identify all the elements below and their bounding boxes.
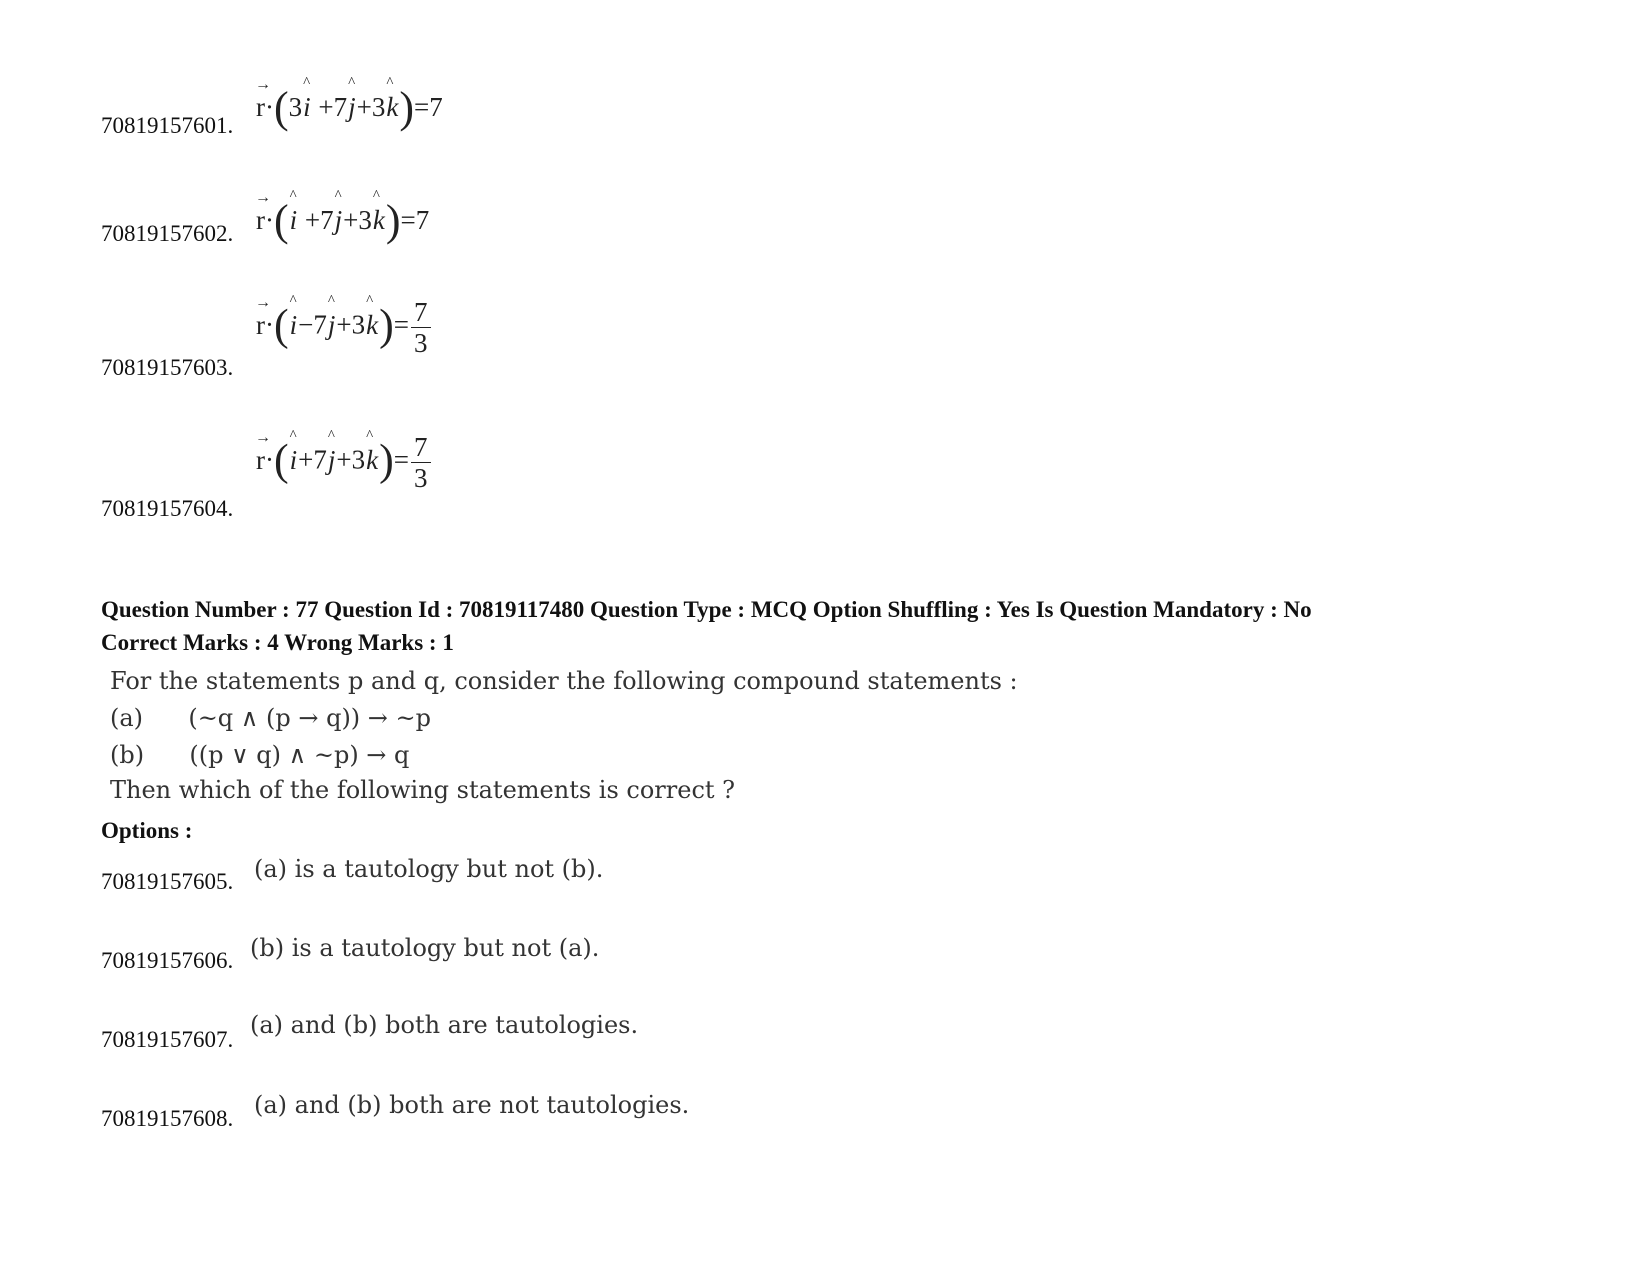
equation: → r·( ^ i−7 ^ j+3 ^ k)= $\frac{7}{3}$ <box>256 297 431 358</box>
equation: → r·( ^ i +7 ^ j+3 ^ k)=7 <box>255 188 430 245</box>
option-text: (a) and (b) both are tautologies. <box>250 1011 639 1039</box>
question-stem-question: Then which of the following statements is correct ? <box>110 776 736 804</box>
statement-b <box>110 741 409 769</box>
option-id: 70819157607. <box>101 1027 234 1052</box>
statement-a <box>110 704 431 732</box>
option-text: (b) is a tautology but not (a). <box>250 934 600 962</box>
equation: → r·(3 ^ i +7 ^ j+3 ^ k)=7 <box>255 75 443 132</box>
option-text: (a) is a tautology but not (b). <box>254 855 604 883</box>
question-header-line1: Question Number : 77 Question Id : 70819117480 Question Type : MCQ Option Shuffling : Yes Is Question Mandatory : No <box>101 597 1312 622</box>
statement-b-label: (b) <box>110 741 145 769</box>
statement-b-text: ((p ∨ q) ∧ ~p) → q <box>189 741 410 769</box>
question-header-line2: Correct Marks : 4 Wrong Marks : 1 <box>101 630 454 655</box>
options-label: Options : <box>101 818 193 843</box>
option-id: 70819157602. <box>101 221 234 246</box>
option-id: 70819157608. <box>101 1106 234 1131</box>
option-id: 70819157606. <box>101 948 234 973</box>
option-id: 70819157601. <box>101 113 234 138</box>
equation: → r·( ^ i+7 ^ j+3 ^ k)= $\frac{7}{3}$ <box>256 432 431 493</box>
option-text: (a) and (b) both are not tautologies. <box>254 1091 690 1119</box>
option-id: 70819157605. <box>101 869 234 894</box>
question-stem-intro: For the statements p and q, consider the following compound statements : <box>110 667 1018 695</box>
option-id: 70819157604. <box>101 496 234 521</box>
statement-a-text: (~q ∧ (p → q)) → ~p <box>188 704 432 732</box>
statement-a-label: (a) <box>110 704 144 732</box>
option-id: 70819157603. <box>101 355 234 380</box>
